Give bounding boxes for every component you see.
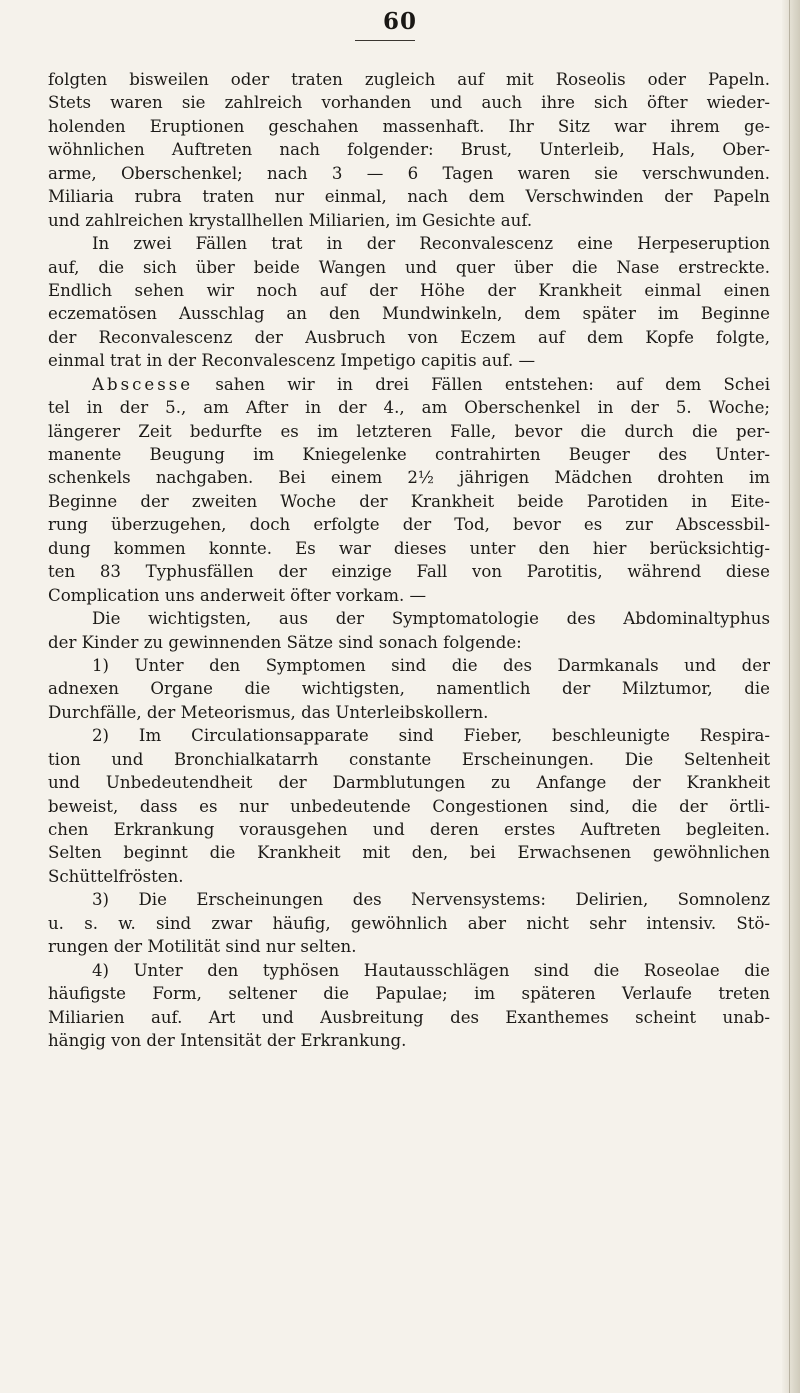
text-line: auf, die sich über beide Wangen und quer über die Nase erstreckte. — [48, 257, 770, 277]
text-line: häufigste Form, seltener die Papulae; im späteren Verlaufe treten — [48, 984, 770, 1004]
text-line: 4) Unter den typhösen Hautausschlägen sind die Roseolae die — [92, 960, 770, 980]
text-line: chen Erkrankung vorausgehen und deren erstes Auftreten begleiten. — [48, 820, 770, 839]
text-line: schenkels nachgaben. Bei einem 2½ jährigen Mädchen drohten im — [48, 468, 770, 488]
text-line: rung überzugehen, doch erfolgte der Tod, bevor es zur Abscessbil- — [48, 515, 770, 535]
text-line: Complication uns anderweit öfter vorkam. — — [48, 585, 427, 605]
text-line: Durchfälle, der Meteorismus, das Unterleibskollern. — [48, 702, 489, 722]
text-line: eczematösen Ausschlag an den Mundwinkeln, dem später im Beginne — [48, 304, 770, 324]
text-line: wöhnlichen Auftreten nach folgender: Brust, Unterleib, Hals, Ober- — [48, 140, 770, 160]
text-line: Miliaria rubra traten nur einmal, nach dem Verschwinden der Papeln — [48, 187, 770, 207]
emphasized-word: Abscesse — [92, 374, 194, 394]
text-line: folgten bisweilen oder traten zugleich auf mit Roseolis oder Papeln. — [48, 70, 770, 89]
text-line: Endlich sehen wir noch auf der Höhe der Krankheit einmal einen — [48, 280, 770, 300]
text-line: In zwei Fällen trat in der Reconvalescenz eine Herpeseruption — [92, 234, 770, 254]
page-number: 60 — [382, 8, 417, 35]
text-line: beweist, dass es nur unbedeutende Congestionen sind, die der örtli- — [48, 796, 770, 816]
text-line: Miliarien auf. Art und Ausbreitung des Exanthemes scheint unab- — [48, 1007, 770, 1027]
text-line: dung kommen konnte. Es war dieses unter den hier berücksichtig- — [48, 538, 770, 558]
text-line: tel in der 5., am After in der 4., am Oberschenkel in der 5. Woche; — [48, 398, 770, 418]
text-line: und zahlreichen krystallhellen Miliarien, im Gesichte auf. — [48, 210, 533, 230]
text-line: Beginne der zweiten Woche der Krankheit beide Parotiden in Eite- — [48, 491, 770, 511]
text-line: u. s. w. sind zwar häufig, gewöhnlich aber nicht sehr intensiv. Stö- — [48, 913, 770, 933]
text-line: Schüttelfrösten. — [48, 866, 184, 886]
text-line: rungen der Motilität sind nur selten. — [48, 937, 357, 957]
text-line: ten 83 Typhusfällen der einzige Fall von Parotitis, während diese — [48, 562, 770, 582]
text-line: Selten beginnt die Krankheit mit den, bei Erwachsenen gewöhnlichen — [48, 843, 770, 863]
header-rule — [355, 40, 415, 41]
text-line: der Kinder zu gewinnenden Sätze sind sonach folgende: — [48, 632, 522, 652]
page-edge-line — [789, 0, 790, 1393]
text-line: arme, Oberschenkel; nach 3 — 6 Tagen waren sie verschwunden. — [48, 163, 770, 183]
text-line: Abscesse sahen wir in drei Fällen entstehen: auf dem Schei — [92, 374, 770, 394]
text-line: längerer Zeit bedurfte es im letzteren Falle, bevor die durch die per- — [48, 421, 770, 441]
text-line: Stets waren sie zahlreich vorhanden und auch ihre sich öfter wieder- — [48, 93, 770, 113]
text-line: Die wichtigsten, aus der Symptomatologie des Abdominaltyphus — [92, 609, 770, 629]
text-line: tion und Bronchialkatarrh constante Erscheinungen. Die Seltenheit — [48, 749, 770, 769]
text-line: adnexen Organe die wichtigsten, namentlich der Milztumor, die — [48, 679, 770, 699]
text-line: der Reconvalescenz der Ausbruch von Eczem auf dem Kopfe folgte, — [48, 327, 770, 347]
text-line: 1) Unter den Symptomen sind die des Darmkanals und der — [92, 655, 770, 675]
text-line: hängig von der Intensität der Erkrankung. — [48, 1030, 407, 1050]
body-text — [48, 68, 770, 1052]
text-line: einmal trat in der Reconvalescenz Impetigo capitis auf. — — [48, 351, 536, 371]
text-line: manente Beugung im Kniegelenke contrahirten Beuger des Unter- — [48, 445, 770, 464]
page-edge-shadow — [782, 0, 800, 1393]
text-line: 2) Im Circulationsapparate sind Fieber, beschleunigte Respira- — [92, 726, 770, 746]
text-line: holenden Eruptionen geschahen massenhaft. Ihr Sitz war ihrem ge- — [48, 116, 770, 136]
text-line: 3) Die Erscheinungen des Nervensystems: Delirien, Somnolenz — [92, 890, 770, 910]
text-line: und Unbedeutendheit der Darmblutungen zu Anfange der Krankheit — [48, 773, 770, 793]
